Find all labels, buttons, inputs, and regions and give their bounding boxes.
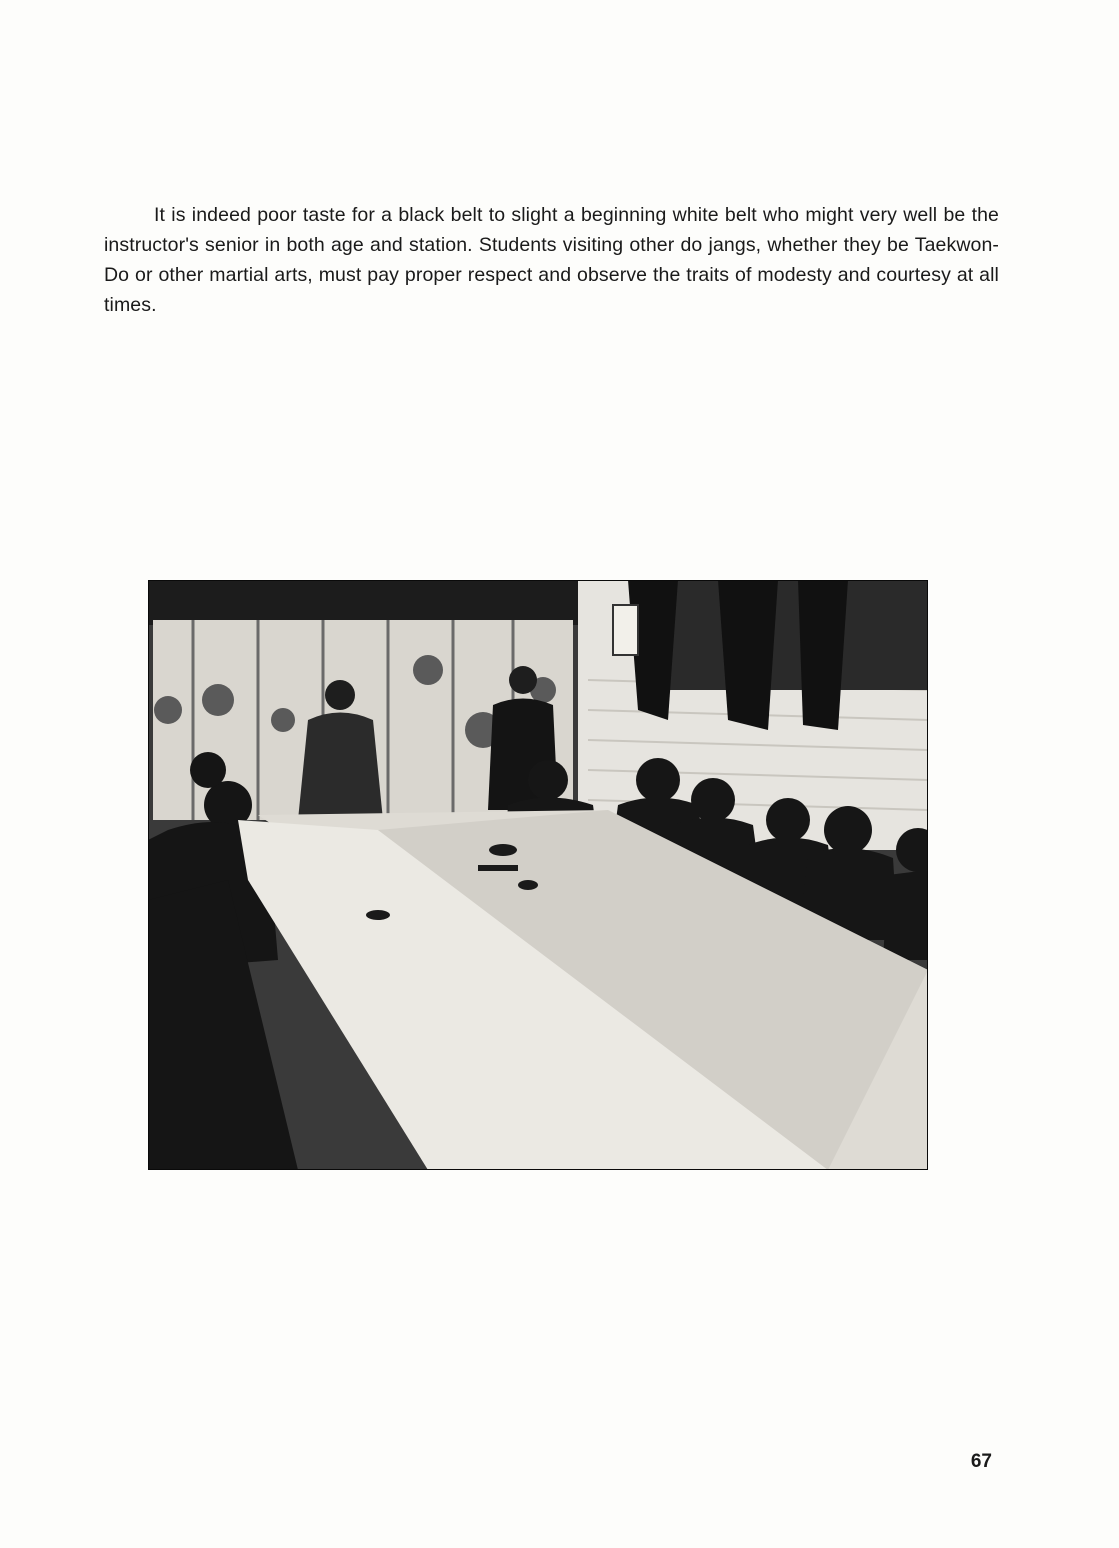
body-paragraph: It is indeed poor taste for a black belt to slight a beginning white belt who might very well be the instructor's senior in both age and station. Students visiting other do jangs, whether they be Taekwon-Do or other martial arts, must pay proper respect and observe the traits of modesty and courtesy at all times. — [104, 204, 999, 316]
page-number: 67 — [970, 1451, 992, 1472]
meeting-photograph — [148, 580, 928, 1170]
